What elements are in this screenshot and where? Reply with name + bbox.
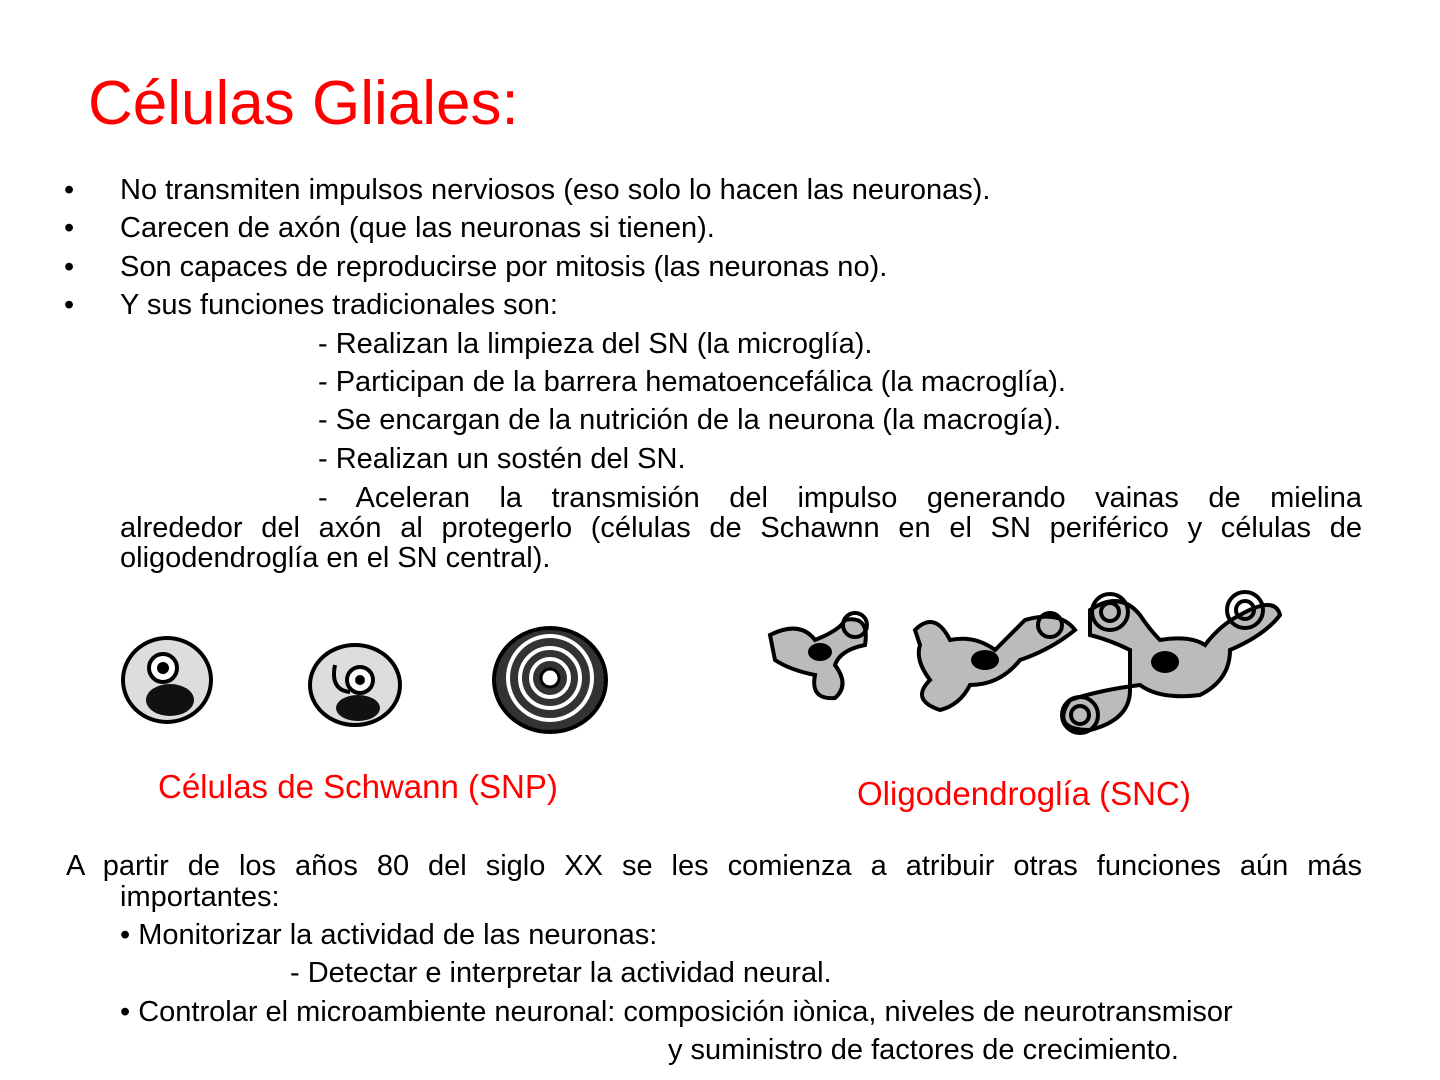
function-item: - Se encargan de la nutrición de la neurona (la macrogía). [318, 404, 1062, 436]
list-item: Carecen de axón (que las neuronas si tienen). [120, 212, 715, 244]
bullet-dot: • [64, 289, 75, 321]
myelin-line: - Aceleran la transmisión del impulso generando vainas de mielina [318, 482, 1362, 514]
slide-title: Células Gliales: [88, 69, 519, 138]
list-item-continuation: y suministro de factores de crecimiento. [668, 1034, 1179, 1066]
function-item: - Realizan un sostén del SN. [318, 443, 686, 475]
myelin-line: oligodendroglía en el SN central). [120, 542, 551, 574]
function-item: - Realizan la limpieza del SN (la microglía). [318, 328, 873, 360]
schwann-cell-2 [310, 645, 400, 725]
list-item: • Controlar el microambiente neuronal: composición iònica, niveles de neurotransmisor [120, 996, 1233, 1028]
schwann-caption: Células de Schwann (SNP) [158, 768, 558, 805]
list-item: No transmiten impulsos nerviosos (eso solo lo hacen las neuronas). [120, 174, 991, 206]
schwann-cell-3 [494, 628, 606, 732]
intro-line: importantes: [120, 881, 280, 913]
list-item: Y sus funciones tradicionales son: [120, 289, 558, 321]
myelin-line: alrededor del axón al protegerlo (células de Schawnn en el SN periférico y células de [120, 512, 1362, 544]
function-item: - Participan de la barrera hematoencefálica (la macroglía). [318, 366, 1066, 398]
bullet-dot: • [64, 212, 75, 244]
list-item: • Monitorizar la actividad de las neuronas: [120, 919, 658, 951]
schwann-cells-illustration [110, 620, 630, 750]
schwann-cell-1 [123, 638, 211, 722]
bullet-dot: • [64, 174, 75, 206]
oligodendroglia-caption: Oligodendroglía (SNC) [857, 775, 1191, 812]
bullet-dot: • [64, 251, 75, 283]
oligodendroglia-illustration [760, 590, 1290, 740]
intro-line: A partir de los años 80 del siglo XX se les comienza a atribuir otras funciones aún más [66, 850, 1362, 882]
sub-item: - Detectar e interpretar la actividad neural. [290, 957, 832, 989]
list-item: Son capaces de reproducirse por mitosis (las neuronas no). [120, 251, 888, 283]
